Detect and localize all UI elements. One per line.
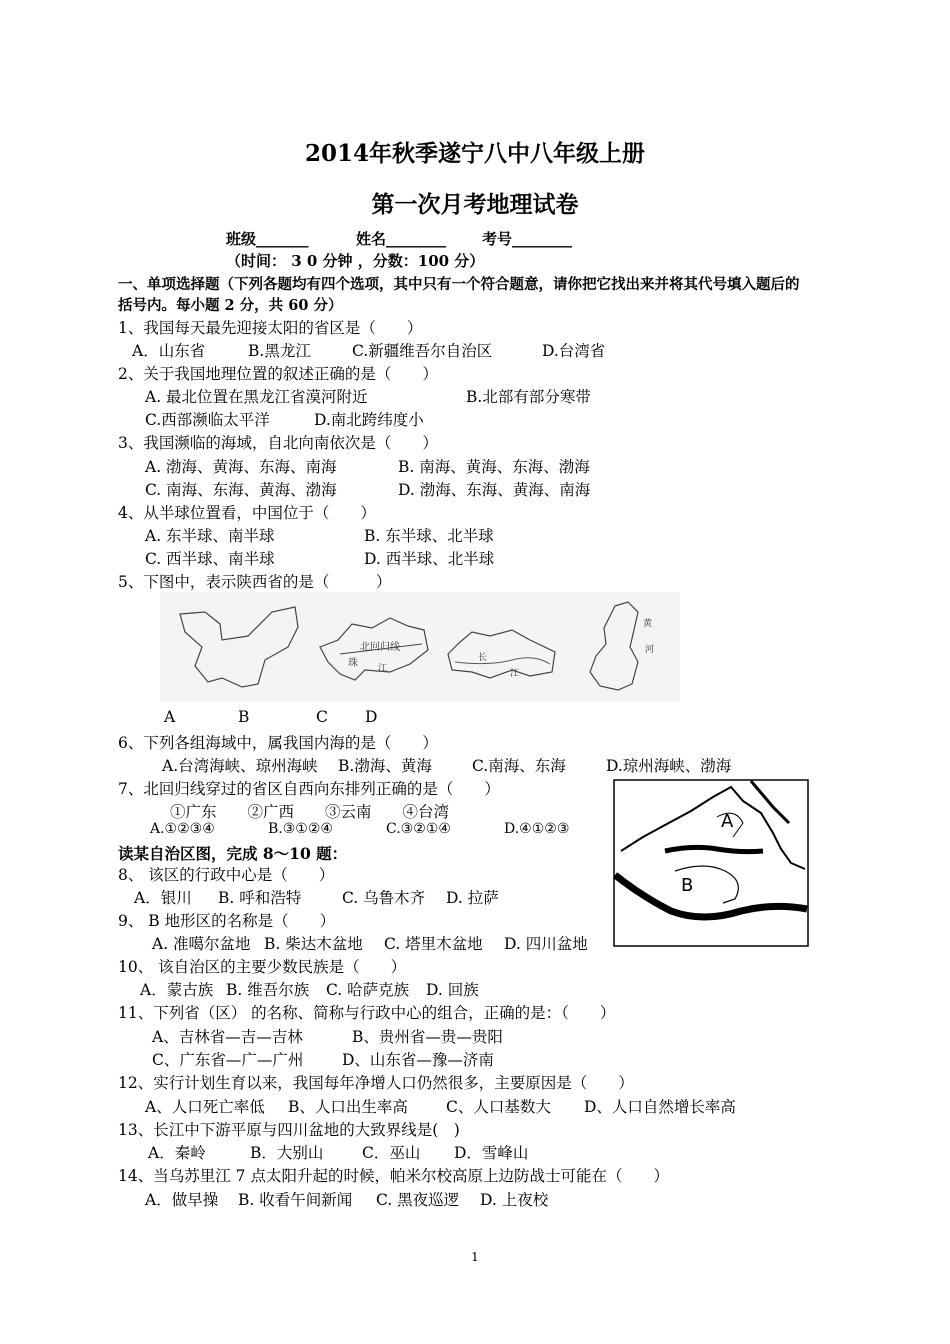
q2-option-b: B.北部有部分寒带 [466,388,591,406]
q8-option-a: A．银川 [134,889,192,907]
question-7-stem: 7、北回归线穿过的省区自西向东排列正确的是（ ） [118,780,500,798]
q3-option-c: C. 南海、东海、黄海、渤海 [145,481,337,499]
map-label-b: B [238,708,250,726]
province-outline-maps [160,592,680,702]
page-number: 1 [471,1250,479,1264]
q10-option-c: C. 哈萨克族 [326,981,410,999]
q11-option-a: A、吉林省—吉—吉林 [152,1028,303,1046]
q6-option-b: B.渤海、黄海 [338,757,432,775]
q2-option-c: C.西部濒临太平洋 [145,411,270,429]
page-title: 2014年秋季遂宁八中八年级上册 [304,140,645,167]
q3-option-d: D. 渤海、东海、黄海、南海 [398,481,591,499]
q14-option-d: D. 上夜校 [480,1191,549,1209]
q12-option-b: B、人口出生率高 [288,1098,408,1116]
q11-option-b: B、贵州省—贵—贵阳 [352,1028,503,1046]
q12-option-a: A、人口死亡率低 [145,1098,265,1116]
q14-option-c: C. 黑夜巡逻 [376,1191,460,1209]
question-9-stem: 9、 B 地形区的名称是（ ） [118,912,336,930]
q7-items: ①广东 ②广西 ③云南 ④台湾 [170,803,450,821]
map-c-river-char2: 江 [510,669,520,679]
q1-option-b: B.黑龙江 [248,342,311,360]
q9-option-a: A. 准噶尔盆地 [152,935,251,953]
q4-option-c: C. 西半球、南半球 [145,550,275,568]
question-3-stem: 3、我国濒临的海域，自北向南依次是（ ） [118,434,438,452]
q7-option-c: C.③②①④ [386,821,451,837]
q2-option-a: A. 最北位置在黑龙江省漠河附近 [145,388,368,406]
q13-option-b: B．大别山 [250,1144,324,1162]
map-d-river-char2: 河 [645,645,655,655]
q12-option-c: C、人口基数大 [446,1098,551,1116]
page-subtitle: 第一次月考地理试卷 [371,191,579,218]
q13-option-a: A．秦岭 [148,1144,206,1162]
question-11-stem: 11、下列省（区） 的名称、简称与行政中心的组合，正确的是：（ ） [118,1004,616,1022]
section-instructions-line1: 一、单项选择题（下列各题均有四个选项，其中只有一个符合题意，请你把它找出来并将其代号填入题后的 [118,276,800,293]
exam-number-label: 考号________ [482,230,573,248]
q10-option-d: D. 回族 [426,981,479,999]
q11-option-c: C、广东省—广—广州 [152,1051,304,1069]
xinjiang-region-map [613,779,809,947]
q7-option-d: D.④①②③ [504,821,570,837]
q6-option-c: C.南海、东海 [472,757,566,775]
question-5-stem: 5、下图中，表示陕西省的是（ ） [118,573,392,591]
q8-option-c: C. 乌鲁木齐 [342,889,426,907]
map-b-river-char1: 珠 [348,658,358,669]
q1-option-a: A．山东省 [132,342,206,360]
q9-option-d: D. 四川盆地 [504,935,588,953]
q13-option-c: C．巫山 [362,1144,421,1162]
class-field-label: 班级_______ [226,230,309,248]
q14-option-b: B. 收看午间新闻 [238,1191,353,1209]
question-4-stem: 4、从半球位置看，中国位于（ ） [118,504,376,522]
q9-option-b: B. 柴达木盆地 [264,935,363,953]
question-2-stem: 2、关于我国地理位置的叙述正确的是（ ） [118,365,438,383]
question-14-stem: 14、当乌苏里江 7 点太阳升起的时候，帕米尔校高原上边防战士可能在（ ） [118,1167,669,1185]
q8-option-b: B. 呼和浩特 [218,889,302,907]
group-8-10-heading: 读某自治区图，完成 8～10 题： [118,844,348,863]
q6-option-a: A.台湾海峡、琼州海峡 [162,757,318,775]
q12-option-d: D、人口自然增长率高 [584,1098,736,1116]
section-instructions-line2: 括号内。每小题 2 分，共 60 分） [118,297,343,314]
q4-option-d: D. 西半球、北半球 [364,550,495,568]
question-12-stem: 12、实行计划生育以来，我国每年净增人口仍然很多，主要原因是（ ） [118,1074,634,1092]
q6-option-d: D.琼州海峡、渤海 [606,757,732,775]
q10-option-b: B. 维吾尔族 [226,981,310,999]
time-score-info: （时间： 3 0 分钟 ，分数：100 分） [226,252,485,270]
q1-option-c: C.新疆维吾尔自治区 [352,342,493,360]
q14-option-a: A．做早操 [145,1191,219,1209]
q9-option-c: C. 塔里木盆地 [384,935,483,953]
q7-option-b: B.③①②④ [268,821,333,837]
q7-option-a: A.①②③④ [150,821,215,837]
name-field-label: 姓名________ [356,230,447,248]
question-6-stem: 6、下列各组海域中，属我国内海的是（ ） [118,734,438,752]
q1-option-d: D.台湾省 [542,342,606,360]
map-d-river-char1: 黄 [643,619,653,629]
question-13-stem: 13、长江中下游平原与四川盆地的大致界线是( ) [118,1121,460,1139]
map-label-a: A [164,708,176,726]
q2-option-d: D.南北跨纬度小 [314,411,424,429]
q8-option-d: D. 拉萨 [446,889,499,907]
q11-option-d: D、山东省—豫—济南 [342,1051,494,1069]
q4-option-a: A. 东半球、南半球 [145,527,275,545]
q13-option-d: D．雪峰山 [454,1144,529,1162]
question-1-stem: 1、我国每天最先迎接太阳的省区是（ ） [118,319,423,337]
map-b-tropic-label: 北回归线 [360,642,400,653]
question-10-stem: 10、 该自治区的主要少数民族是（ ） [118,958,407,976]
q3-option-b: B. 南海、黄海、东海、渤海 [398,458,590,476]
map-label-c: C [316,708,328,726]
q3-option-a: A. 渤海、黄海、东海、南海 [145,458,337,476]
q4-option-b: B. 东半球、北半球 [364,527,494,545]
q10-option-a: A．蒙古族 [140,981,214,999]
map-b-river-char2: 江 [378,664,388,674]
map-label-d: D [365,708,378,726]
map-c-river-char1: 长 [478,653,488,663]
map-label-region-a: A [721,811,734,832]
question-8-stem: 8、 该区的行政中心是（ ） [118,866,335,884]
map-label-region-b: B [681,875,694,896]
